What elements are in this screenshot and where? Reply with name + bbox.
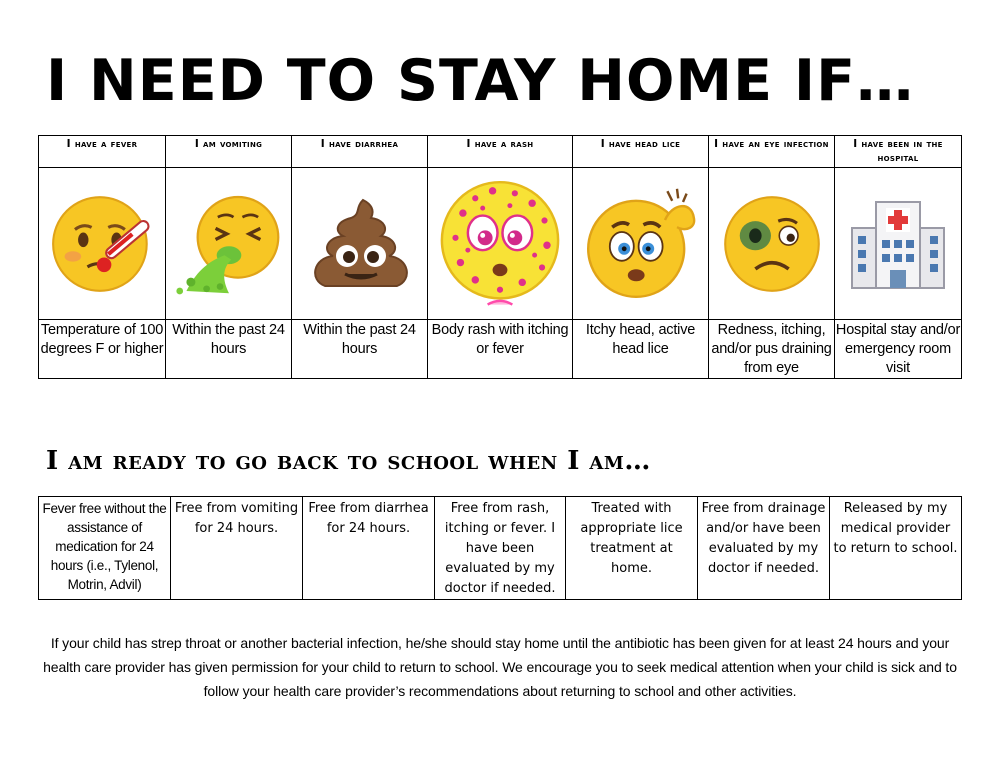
strep-throat-note: If your child has strep throat or another bacterial infection, he/she should stay home until the antibiotic has been given for at least 24 hours and your health care provider has given permission for your child to return to school. We encourage you to seek medical attention when your child is sick and to follow your health care provider’s recommendations about returning to school and other activities. [43, 635, 957, 699]
vomiting-image-cell [166, 168, 292, 320]
eye-infection-image-cell [709, 168, 835, 320]
description-head-lice: Itchy head, active head lice [573, 320, 709, 379]
description-vomiting: Within the past 24 hours [166, 320, 292, 379]
hospital-icon [846, 194, 950, 294]
description-rash: Body rash with itching or fever [428, 320, 573, 379]
return-condition-rash: Free from rash, itching or fever. I have been evaluated by my doctor if needed. [435, 497, 566, 600]
vomiting-face-icon [173, 188, 285, 300]
head-lice-image-cell [573, 168, 709, 320]
heading-head-lice: I have head lice [573, 136, 709, 168]
diarrhea-image-cell [292, 168, 428, 320]
section-subtitle: I am ready to go back to school when I am… [46, 446, 651, 476]
return-condition-eye-infection: Free from drainage and/or have been evaluated by my doctor if needed. [698, 497, 830, 600]
heading-diarrhea: I have diarrhea [292, 136, 428, 168]
heading-eye-infection: I have an eye infection [709, 136, 835, 168]
return-to-school-table [38, 496, 962, 600]
heading-hospital: I have been in the hospital [835, 136, 962, 168]
heading-rash: I have a rash [428, 136, 573, 168]
scratching-head-face-icon [581, 184, 701, 304]
rash-face-icon [438, 176, 562, 312]
fever-face-icon [50, 192, 154, 296]
return-condition-hospital: Released by my medical provider to return to school. [830, 497, 962, 600]
description-fever: Temperature of 100 degrees F or higher [39, 320, 166, 379]
page-title: I NEED TO STAY HOME IF… [46, 48, 915, 114]
poop-icon [305, 194, 415, 294]
return-condition-head-lice: Treated with appropriate lice treatment at home. [566, 497, 698, 600]
description-diarrhea: Within the past 24 hours [292, 320, 428, 379]
return-condition-diarrhea: Free from diarrhea for 24 hours. [303, 497, 435, 600]
rash-image-cell [428, 168, 573, 320]
return-condition-fever: Fever free without the assistance of medication for 24 hours (i.e., Tylenol, Motrin, Advil) [39, 497, 171, 600]
fever-image-cell [39, 168, 166, 320]
return-condition-vomiting: Free from vomiting for 24 hours. [171, 497, 303, 600]
heading-vomiting: I am vomiting [166, 136, 292, 168]
stay-home-table [38, 135, 962, 379]
heading-fever: I have a fever [39, 136, 166, 168]
hospital-image-cell [835, 168, 962, 320]
description-hospital: Hospital stay and/or emergency room visit [835, 320, 962, 379]
black-eye-face-icon [720, 192, 824, 296]
description-eye-infection: Redness, itching, and/or pus draining from eye [709, 320, 835, 379]
